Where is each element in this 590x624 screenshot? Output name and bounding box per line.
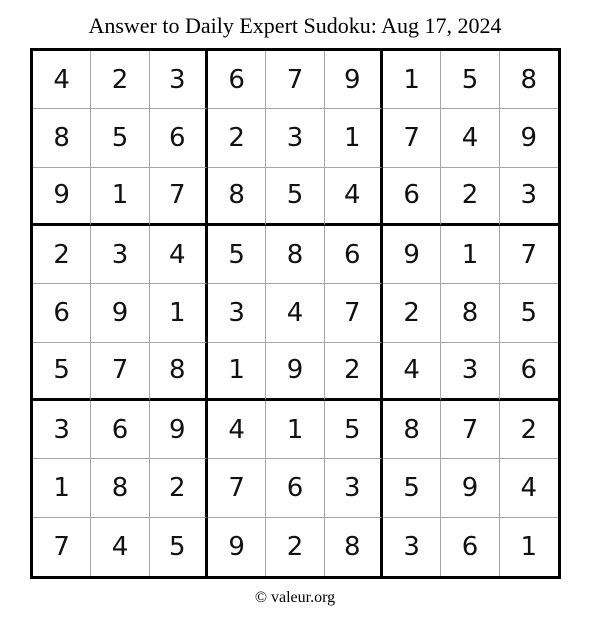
sudoku-cell: 7 bbox=[208, 459, 266, 517]
site-credit: © valeur.org bbox=[254, 589, 336, 606]
sudoku-cell: 2 bbox=[91, 51, 149, 109]
sudoku-cell: 1 bbox=[91, 168, 149, 226]
sudoku-cell: 4 bbox=[266, 284, 324, 342]
sudoku-cell: 6 bbox=[33, 284, 91, 342]
sudoku-cell: 3 bbox=[91, 226, 149, 284]
sudoku-cell: 9 bbox=[500, 109, 558, 167]
page-title: Answer to Daily Expert Sudoku: Aug 17, 2024 bbox=[88, 13, 502, 38]
sudoku-cell: 5 bbox=[33, 343, 91, 401]
sudoku-cell: 9 bbox=[91, 284, 149, 342]
sudoku-cell: 6 bbox=[208, 51, 266, 109]
sudoku-cell: 9 bbox=[266, 343, 324, 401]
sudoku-cell: 1 bbox=[520, 531, 538, 562]
sudoku-cell: 7 bbox=[150, 168, 208, 226]
sudoku-cell: 4 bbox=[150, 226, 208, 284]
sudoku-cell: 9 bbox=[33, 168, 91, 226]
sudoku-cell: 6 bbox=[150, 109, 208, 167]
sudoku-cell: 4 bbox=[208, 401, 266, 459]
sudoku-cell: 2 bbox=[325, 343, 383, 401]
sudoku-cell: 1 bbox=[33, 459, 91, 517]
sudoku-cell: 8 bbox=[383, 401, 441, 459]
sudoku-cell: 2 bbox=[383, 284, 441, 342]
sudoku-cell: 1 bbox=[266, 401, 324, 459]
sudoku-cell: 7 bbox=[33, 518, 91, 576]
sudoku-cell: 6 bbox=[266, 459, 324, 517]
sudoku-cell: 8 bbox=[500, 51, 558, 109]
sudoku-cell: 8 bbox=[91, 459, 149, 517]
sudoku-cell: 1 bbox=[150, 284, 208, 342]
sudoku-cell: 3 bbox=[325, 459, 383, 517]
sudoku-cell: 5 bbox=[441, 51, 499, 109]
sudoku-cell: 1 bbox=[441, 226, 499, 284]
sudoku-cell: 3 bbox=[441, 343, 499, 401]
sudoku-cell: 4 bbox=[33, 51, 91, 109]
sudoku-cell: 6 bbox=[91, 401, 149, 459]
sudoku-cell: 5 bbox=[500, 284, 558, 342]
sudoku-cell: 6 bbox=[441, 518, 499, 576]
sudoku-cell: 3 bbox=[266, 109, 324, 167]
sudoku-cell: 6 bbox=[500, 343, 558, 401]
sudoku-cell: 2 bbox=[441, 168, 499, 226]
sudoku-cell: 9 bbox=[325, 51, 383, 109]
sudoku-cell: 8 bbox=[150, 343, 208, 401]
sudoku-cell: 8 bbox=[441, 284, 499, 342]
sudoku-cell: 2 bbox=[208, 109, 266, 167]
sudoku-board bbox=[30, 48, 561, 579]
sudoku-cell: 9 bbox=[150, 401, 208, 459]
sudoku-cell: 4 bbox=[383, 343, 441, 401]
sudoku-cell: 7 bbox=[441, 401, 499, 459]
sudoku-cell: 2 bbox=[500, 401, 558, 459]
sudoku-cell: 5 bbox=[150, 518, 208, 576]
sudoku-cell: 8 bbox=[325, 518, 383, 576]
sudoku-cell: 4 bbox=[91, 518, 149, 576]
sudoku-cell: 1 bbox=[208, 343, 266, 401]
sudoku-cell: 3 bbox=[208, 284, 266, 342]
sudoku-cell: 8 bbox=[208, 168, 266, 226]
sudoku-cell: 5 bbox=[266, 168, 324, 226]
sudoku-cell: 3 bbox=[500, 168, 558, 226]
sudoku-cell: 7 bbox=[266, 51, 324, 109]
sudoku-cell: 9 bbox=[383, 226, 441, 284]
sudoku-cell: 6 bbox=[383, 168, 441, 226]
sudoku-cell: 1 bbox=[325, 109, 383, 167]
sudoku-cell: 5 bbox=[383, 459, 441, 517]
sudoku-cell: 3 bbox=[383, 518, 441, 576]
sudoku-cell: 5 bbox=[208, 226, 266, 284]
sudoku-cell: 6 bbox=[325, 226, 383, 284]
sudoku-cell: 7 bbox=[383, 109, 441, 167]
sudoku-cell: 3 bbox=[33, 401, 91, 459]
sudoku-cell: 7 bbox=[500, 226, 558, 284]
sudoku-cell: 4 bbox=[441, 109, 499, 167]
sudoku-cell: 1 bbox=[383, 51, 441, 109]
sudoku-cell: 7 bbox=[325, 284, 383, 342]
sudoku-cell: 5 bbox=[325, 401, 383, 459]
sudoku-cell: 3 bbox=[150, 51, 208, 109]
sudoku-cell: 2 bbox=[266, 518, 324, 576]
sudoku-cell: 8 bbox=[266, 226, 324, 284]
sudoku-cell: 5 bbox=[91, 109, 149, 167]
sudoku-cell: 8 bbox=[33, 109, 91, 167]
sudoku-cell: 9 bbox=[208, 518, 266, 576]
sudoku-cell: 7 bbox=[91, 343, 149, 401]
sudoku-cell: 4 bbox=[325, 168, 383, 226]
sudoku-cell: 9 bbox=[441, 459, 499, 517]
sudoku-cell: 2 bbox=[150, 459, 208, 517]
sudoku-cell: 2 bbox=[33, 226, 91, 284]
sudoku-cell: 4 bbox=[500, 459, 558, 517]
